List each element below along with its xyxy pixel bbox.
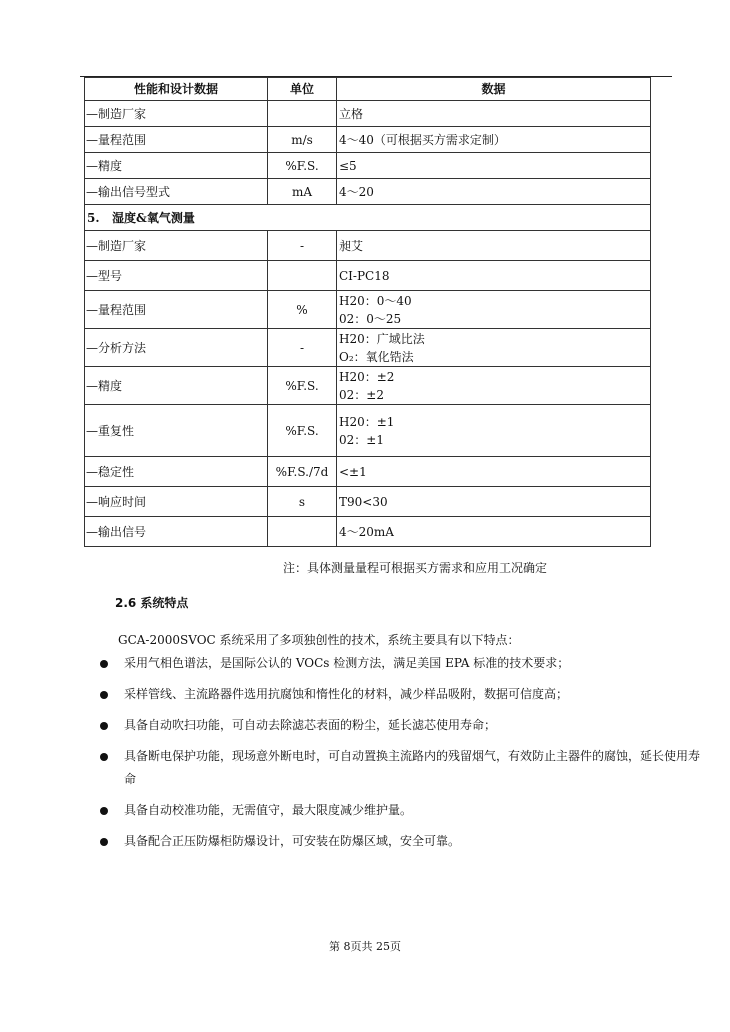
row-unit-cell: m/s — [268, 127, 337, 153]
row-name-cell: —稳定性 — [85, 457, 268, 487]
intro-paragraph: GCA-2000SVOC 系统采用了多项独创性的技术，系统主要具有以下特点： — [118, 633, 520, 647]
row-unit-cell: s — [268, 487, 337, 517]
table-row — [85, 517, 651, 547]
table-section-row — [85, 205, 651, 231]
row-unit-cell: % — [268, 291, 337, 329]
row-unit-cell: - — [268, 329, 337, 367]
data-line: 昶艾 — [339, 238, 364, 253]
row-name-cell: —量程范围 — [85, 291, 268, 329]
list-item — [97, 799, 707, 822]
section-heading: 2.6 系统特点 — [115, 596, 189, 610]
data-line: 02：0～25 — [339, 311, 402, 326]
header-data: 数据 — [337, 78, 651, 101]
bullet-icon — [100, 691, 108, 699]
feature-text: 具备自动校准功能，无需值守，最大限度减少维护量。 — [124, 803, 413, 817]
row-data-cell — [337, 517, 651, 547]
row-name-cell: —精度 — [85, 367, 268, 405]
row-data-cell — [337, 153, 651, 179]
row-data-cell — [337, 101, 651, 127]
table-row — [85, 487, 651, 517]
data-line: H20：0～40 — [339, 293, 412, 308]
list-item — [97, 830, 707, 853]
data-line: <±1 — [339, 464, 367, 479]
bullet-icon — [100, 660, 108, 668]
data-line: H20：±2 — [339, 369, 395, 384]
table-row — [85, 367, 651, 405]
table-header-row — [85, 78, 651, 101]
row-data-cell — [337, 231, 651, 261]
row-data-cell — [337, 127, 651, 153]
data-line: 4～20mA — [339, 524, 394, 539]
row-unit-cell: mA — [268, 179, 337, 205]
row-name-cell: —重复性 — [85, 405, 268, 457]
row-name-cell: —分析方法 — [85, 329, 268, 367]
table-row — [85, 153, 651, 179]
row-unit-cell: - — [268, 231, 337, 261]
row-unit-cell — [268, 101, 337, 127]
data-line: CI-PC18 — [339, 268, 390, 283]
data-line: 4～40（可根据买方需求定制） — [339, 132, 506, 147]
row-name-cell: —制造厂家 — [85, 101, 268, 127]
row-unit-cell: %F.S. — [268, 367, 337, 405]
row-data-cell — [337, 405, 651, 457]
row-data-cell — [337, 291, 651, 329]
row-name-cell: —响应时间 — [85, 487, 268, 517]
table-row — [85, 457, 651, 487]
row-unit-cell — [268, 261, 337, 291]
data-line: O₂：氧化锆法 — [339, 349, 414, 364]
row-name-cell: —制造厂家 — [85, 231, 268, 261]
row-data-cell — [337, 261, 651, 291]
row-unit-cell — [268, 517, 337, 547]
table-row — [85, 101, 651, 127]
data-line: 02：±1 — [339, 432, 384, 447]
row-name-cell: —精度 — [85, 153, 268, 179]
table-row — [85, 329, 651, 367]
data-line: H20：±1 — [339, 414, 395, 429]
row-data-cell — [337, 487, 651, 517]
header-performance: 性能和设计数据 — [85, 78, 268, 101]
feature-text: 具备配合正压防爆柜防爆设计，可安装在防爆区域，安全可靠。 — [124, 834, 461, 848]
feature-text: 具备断电保护功能，现场意外断电时，可自动置换主流路内的残留烟气，有效防止主器件的腐蚀，延长使用寿命 — [124, 749, 701, 786]
list-item — [97, 714, 707, 737]
data-line: T90<30 — [339, 494, 388, 509]
list-item — [97, 683, 707, 706]
row-name-cell: —量程范围 — [85, 127, 268, 153]
data-line: 立格 — [339, 106, 364, 121]
header-unit: 单位 — [268, 78, 337, 101]
bullet-icon — [100, 722, 108, 730]
table-row — [85, 127, 651, 153]
feature-text: 采用气相色谱法，是国际公认的 VOCs 检测方法，满足美国 EPA 标准的技术要求； — [124, 656, 570, 670]
feature-text: 具备自动吹扫功能，可自动去除滤芯表面的粉尘，延长滤芯使用寿命； — [124, 718, 497, 732]
data-line: 02：±2 — [339, 387, 384, 402]
table-row — [85, 261, 651, 291]
row-data-cell — [337, 367, 651, 405]
list-item — [97, 745, 707, 791]
row-data-cell — [337, 329, 651, 367]
row-name-cell: —型号 — [85, 261, 268, 291]
row-name-cell: —输出信号 — [85, 517, 268, 547]
row-unit-cell: %F.S. — [268, 153, 337, 179]
bullet-icon — [100, 753, 108, 761]
table-note: 注：具体测量量程可根据买方需求和应用工况确定 — [283, 561, 548, 575]
table-row — [85, 231, 651, 261]
table-row — [85, 291, 651, 329]
feature-text: 采样管线、主流路器件选用抗腐蚀和惰性化的材料，减少样品吸附，数据可信度高； — [124, 687, 569, 701]
bullet-icon — [100, 838, 108, 846]
data-line: 4～20 — [339, 184, 374, 199]
row-data-cell — [337, 179, 651, 205]
table-row — [85, 405, 651, 457]
bullet-icon — [100, 807, 108, 815]
feature-list — [97, 652, 707, 861]
page-footer: 第 8页共 25页 — [329, 940, 401, 953]
spec-table — [84, 77, 651, 547]
data-line: H20：广域比法 — [339, 331, 425, 346]
row-name-cell: —输出信号型式 — [85, 179, 268, 205]
row-unit-cell: %F.S. — [268, 405, 337, 457]
row-data-cell — [337, 457, 651, 487]
section-title-cell: 5. 湿度&氧气测量 — [85, 205, 651, 231]
row-unit-cell: %F.S./7d — [268, 457, 337, 487]
data-line: ≤5 — [339, 158, 357, 173]
list-item — [97, 652, 707, 675]
table-row — [85, 179, 651, 205]
